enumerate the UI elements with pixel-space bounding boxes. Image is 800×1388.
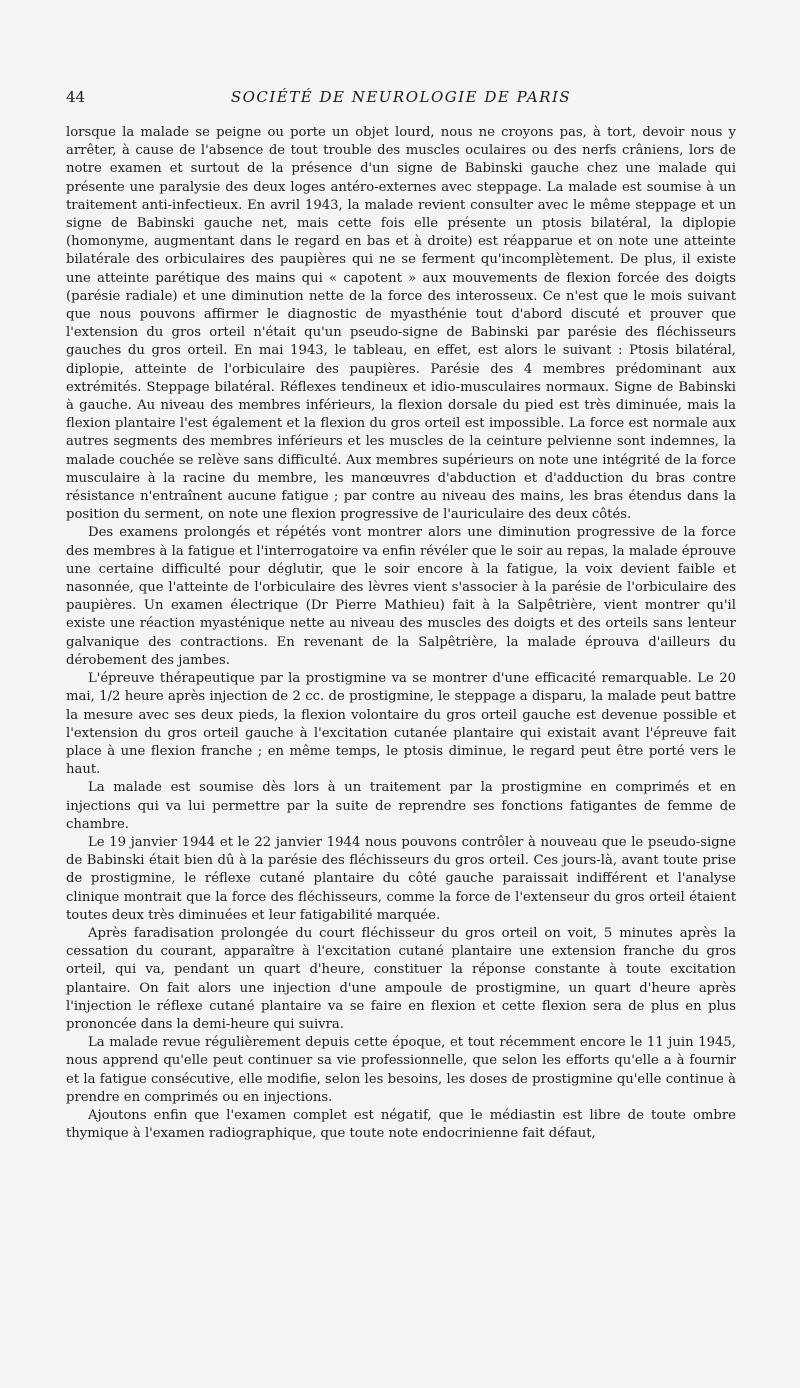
paragraph: La malade est soumise dès lors à un traitement par la prostigmine en comprimés et en injections qui va lui permettre par la suite de reprendre ses fonctions fatigantes de femme de chambre. — [66, 780, 736, 832]
paragraph: La malade revue régulièrement depuis cette époque, et tout récemment encore le 11 juin 1945, nous apprend qu'elle peut continuer sa vie professionnelle, que selon les efforts qu'elle a à fournir et la fatigue consécutive, elle modifie, selon les besoins, les doses de prostigmine qu'elle continue à prendre en comprimés ou en injections. — [66, 1035, 736, 1105]
page-number: 44 — [66, 88, 86, 106]
page-header — [66, 88, 736, 112]
paragraph: Après faradisation prolongée du court fléchisseur du gros orteil on voit, 5 minutes après la cessation du courant, apparaître à l'excitation cutané plantaire une extension franche du gros orteil, qui va, pendant un quart d'heure, constituer la réponse constante à toute excitation plantaire. On fait alors une injection d'une ampoule de prostigmine, un quart d'heure après l'injection le réflexe cutané plantaire va se faire en flexion et cette flexion sera de plus en plus prononcée dans la demi-heure qui suivra. — [66, 925, 736, 1032]
paragraph: Le 19 janvier 1944 et le 22 janvier 1944 nous pouvons contrôler à nouveau que le pseudo-signe de Babinski était bien dû à la parésie des fléchisseurs du gros orteil. Ces jours-là, avant toute prise de prostigmine, le réflexe cutané plantaire du côté gauche paraissait indifférent et l'analyse clinique montrait que la force des fléchisseurs, comme la force de l'extenseur du gros orteil étaient toutes deux très diminuées et leur fatigabilité marquée. — [66, 834, 736, 923]
paragraph: L'épreuve thérapeutique par la prostigmine va se montrer d'une efficacité remarquable. Le 20 mai, 1/2 heure après injection de 2 cc. de prostigmine, le steppage a disparu, la malade peut battre la mesure avec ses deux pieds, la flexion volontaire du gros orteil gauche est devenue possible et l'extension du gros orteil gauche à l'excitation cutanée plantaire qui existait avant l'épreuve fait place à une flexion franche ; en même temps, le ptosis diminue, le regard peut être porté vers le haut. — [66, 671, 736, 778]
paragraph: lorsque la malade se peigne ou porte un objet lourd, nous ne croyons pas, à tort, devoir nous y arrêter, à cause de l'absence de tout trouble des muscles oculaires ou des nerfs crâniens, lors de notre examen et surtout de la présence d'un signe de Babinski gauche chez une malade qui présente une paralysie des deux loges antéro-externes avec steppage. La malade est soumise à un traitement anti-infectieux. En avril 1943, la malade revient consulter avec le même steppage et un signe de Babinski gauche net, mais cette fois elle présente un ptosis bilatéral, la diplopie (homonyme, augmentant dans le regard en bas et à droite) est réapparue et on note une atteinte bilatérale des orbiculaires des paupières qui ne se ferment qu'incomplètement. De plus, il existe une atteinte parétique des mains qui « capotent » aux mouvements de flexion forcée des doigts (parésie radiale) et une diminution nette de la force des interosseux. Ce n'est que le mois suivant que nous pouvons affirmer le diagnostic de myasthénie tout d'abord discuté et prouver que l'extension du gros orteil n'était qu'un pseudo-signe de Babinski par parésie des fléchisseurs gauches du gros orteil. En mai 1943, le tableau, en effet, est alors le suivant : Ptosis bilatéral, diplopie, atteinte de l'orbiculaire des paupières. Parésie des 4 membres prédominant aux extrémités. Steppage bilatéral. Réflexes tendineux et idio-musculaires normaux. Signe de Babinski à gauche. Au niveau des membres inférieurs, la flexion dorsale du pied est très diminuée, mais la flexion plantaire l'est également et la flexion du gros orteil est impossible. La force est normale aux autres segments des membres inférieurs et les muscles de la ceinture pelvienne sont indemnes, la malade couchée se relève sans difficulté. Aux membres supérieurs on note une intégrité de la force musculaire à la racine du membre, les manœuvres d'abduction et d'adduction du bras contre résistance n'entraînent aucune fatigue ; par contre au niveau des mains, les bras étendus dans la position du serment, on note une flexion progressive de l'auriculaire des deux côtés. — [66, 125, 736, 523]
paragraph: Des examens prolongés et répétés vont montrer alors une diminution progressive de la force des membres à la fatigue et l'interrogatoire va enfin révéler que le soir au repas, la malade éprouve une certaine difficulté pour déglutir, que le soir encore à la fatigue, la voix devient faible et nasonnée, que l'atteinte de l'orbiculaire des lèvres vient s'associer à la parésie de l'orbiculaire des paupières. Un examen électrique (Dr Pierre Mathieu) fait à la Salpêtrière, vient montrer qu'il existe une réaction myasténique nette au niveau des muscles des doigts et des orteils sans lenteur galvanique des contractions. En revenant de la Salpêtrière, la malade éprouva d'ailleurs du dérobement des jambes. — [66, 525, 736, 668]
running-title: SOCIÉTÉ DE NEUROLOGIE DE PARIS — [230, 88, 572, 106]
paragraph: Ajoutons enfin que l'examen complet est négatif, que le médiastin est libre de toute ombre thymique à l'examen radiographique, que toute note endocrinienne fait défaut, — [66, 1107, 736, 1142]
article-body — [66, 124, 736, 1143]
